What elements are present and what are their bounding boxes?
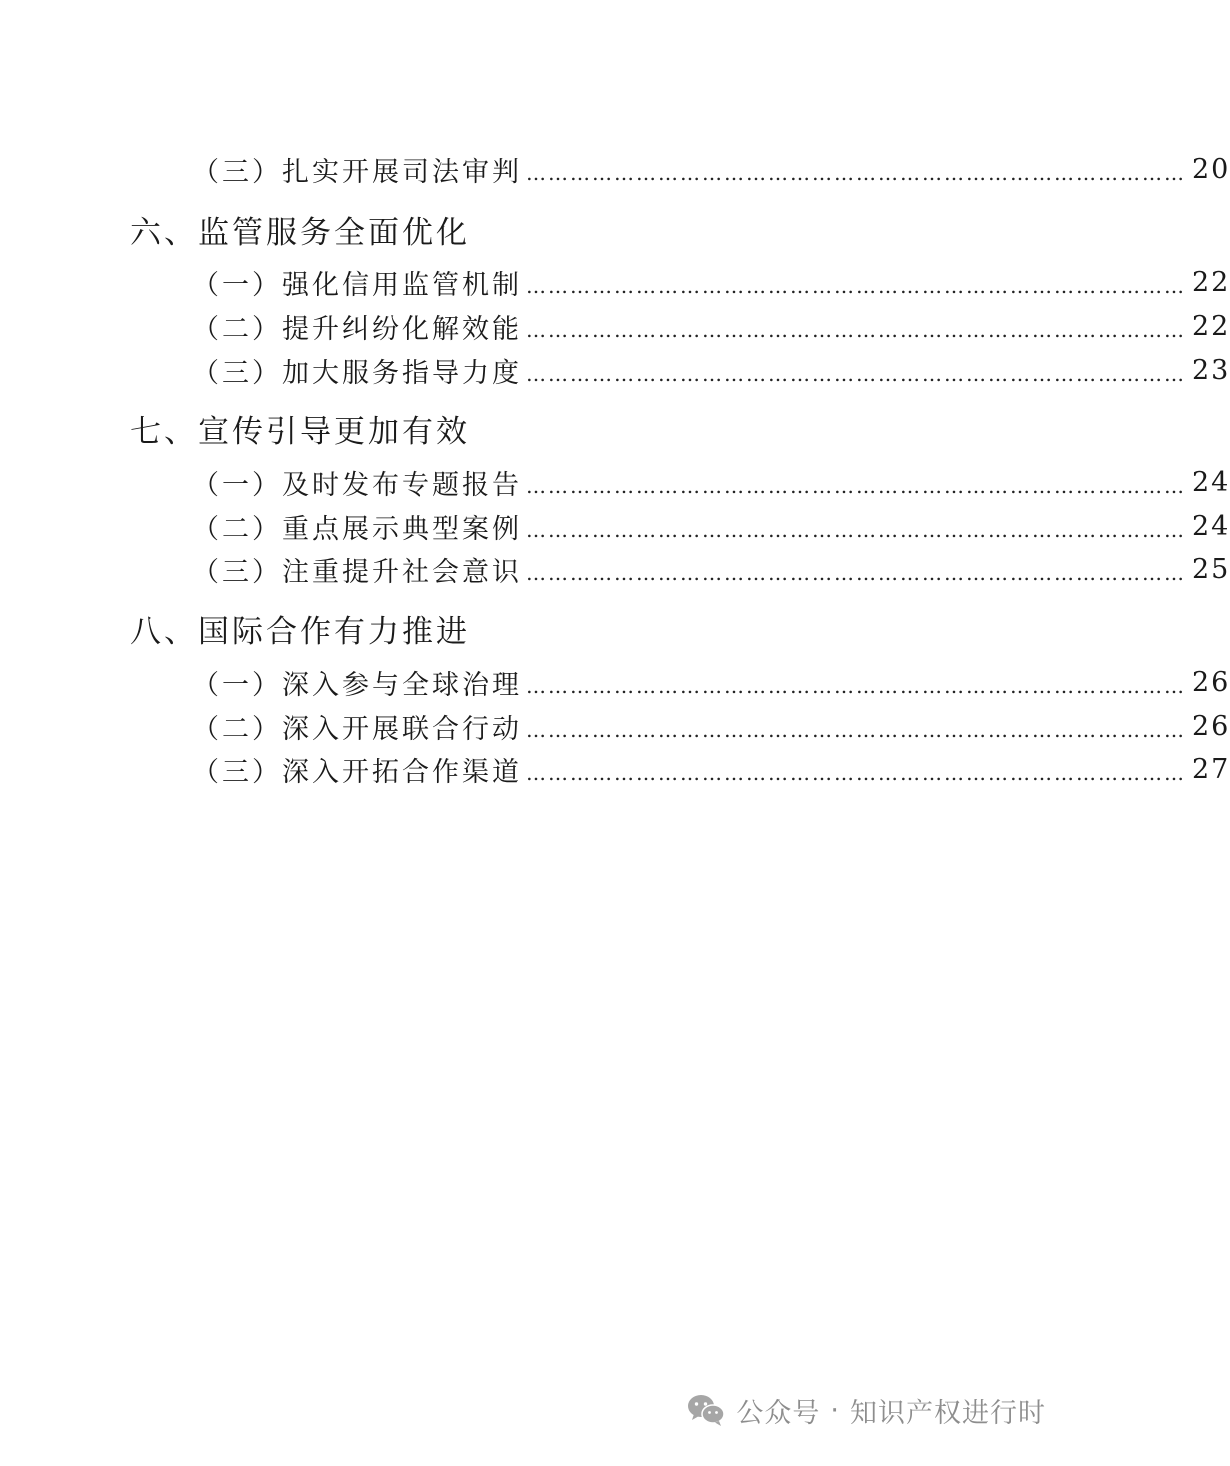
toc-entry-number: （一） <box>192 269 282 301</box>
toc-entry-page: 26 <box>1192 710 1230 742</box>
toc-entry-page: 27 <box>1192 753 1230 785</box>
toc-leader-dots: ……………………………………………………………………………… <box>526 474 1186 498</box>
toc-entry-number: （三） <box>192 556 282 588</box>
toc-entry <box>192 662 1230 702</box>
toc-section-heading: 八、国际合作有力推进 <box>130 614 470 650</box>
watermark-separator: · <box>830 1394 840 1426</box>
wechat-icon <box>686 1393 726 1427</box>
toc-entry-title: 深入参与全球治理 <box>282 669 522 701</box>
toc-entry-number: （二） <box>192 313 282 345</box>
toc-entry-title: 扎实开展司法审判 <box>282 156 522 188</box>
toc-entry-title: 加大服务指导力度 <box>282 357 522 389</box>
toc-entry <box>192 306 1230 346</box>
toc-leader-dots: ……………………………………………………………………………… <box>526 362 1186 386</box>
toc-entry <box>192 706 1230 746</box>
toc-entry-page: 22 <box>1192 310 1230 342</box>
toc-leader-dots: ……………………………………………………………………………… <box>526 518 1186 542</box>
toc-entry-number: （二） <box>192 713 282 745</box>
toc-leader-dots: ……………………………………………………………………………… <box>526 274 1186 298</box>
toc-entry-number: （一） <box>192 469 282 501</box>
toc-entry-title: 强化信用监管机制 <box>282 269 522 301</box>
source-watermark <box>686 1390 1046 1430</box>
toc-entry-title: 深入开拓合作渠道 <box>282 756 522 788</box>
toc-entry <box>192 262 1230 302</box>
toc-entry-page: 26 <box>1192 666 1230 698</box>
toc-entry <box>192 506 1230 546</box>
toc-entry <box>192 350 1230 390</box>
toc-leader-dots: ……………………………………………………………………………… <box>526 161 1186 185</box>
toc-entry-number: （三） <box>192 756 282 788</box>
toc-entry-number: （二） <box>192 513 282 545</box>
toc-entry <box>192 462 1230 502</box>
watermark-source-label: 公众号 <box>736 1397 821 1429</box>
toc-entry-title: 注重提升社会意识 <box>282 556 522 588</box>
toc-entry-page: 23 <box>1192 354 1230 386</box>
toc-entry <box>192 549 1230 589</box>
toc-entry-page: 22 <box>1192 266 1230 298</box>
toc-leader-dots: ……………………………………………………………………………… <box>526 718 1186 742</box>
toc-entry-page: 24 <box>1192 466 1230 498</box>
toc-entry-title: 及时发布专题报告 <box>282 469 522 501</box>
toc-leader-dots: ……………………………………………………………………………… <box>526 561 1186 585</box>
toc-entry-number: （三） <box>192 357 282 389</box>
toc-leader-dots: ……………………………………………………………………………… <box>526 318 1186 342</box>
toc-section-heading: 七、宣传引导更加有效 <box>130 414 470 450</box>
toc-section-heading: 六、监管服务全面优化 <box>130 215 470 251</box>
toc-entry-title: 深入开展联合行动 <box>282 713 522 745</box>
toc-entry-page: 20 <box>1192 153 1230 185</box>
toc-leader-dots: ……………………………………………………………………………… <box>526 674 1186 698</box>
toc-entry <box>192 149 1230 189</box>
toc-entry-page: 24 <box>1192 510 1230 542</box>
toc-entry-title: 重点展示典型案例 <box>282 513 522 545</box>
toc-entry <box>192 749 1230 789</box>
toc-entry-page: 25 <box>1192 553 1230 585</box>
watermark-account-name: 知识产权进行时 <box>850 1397 1046 1429</box>
toc-entry-number: （一） <box>192 669 282 701</box>
toc-entry-number: （三） <box>192 156 282 188</box>
toc-entry-title: 提升纠纷化解效能 <box>282 313 522 345</box>
toc-leader-dots: ……………………………………………………………………………… <box>526 761 1186 785</box>
